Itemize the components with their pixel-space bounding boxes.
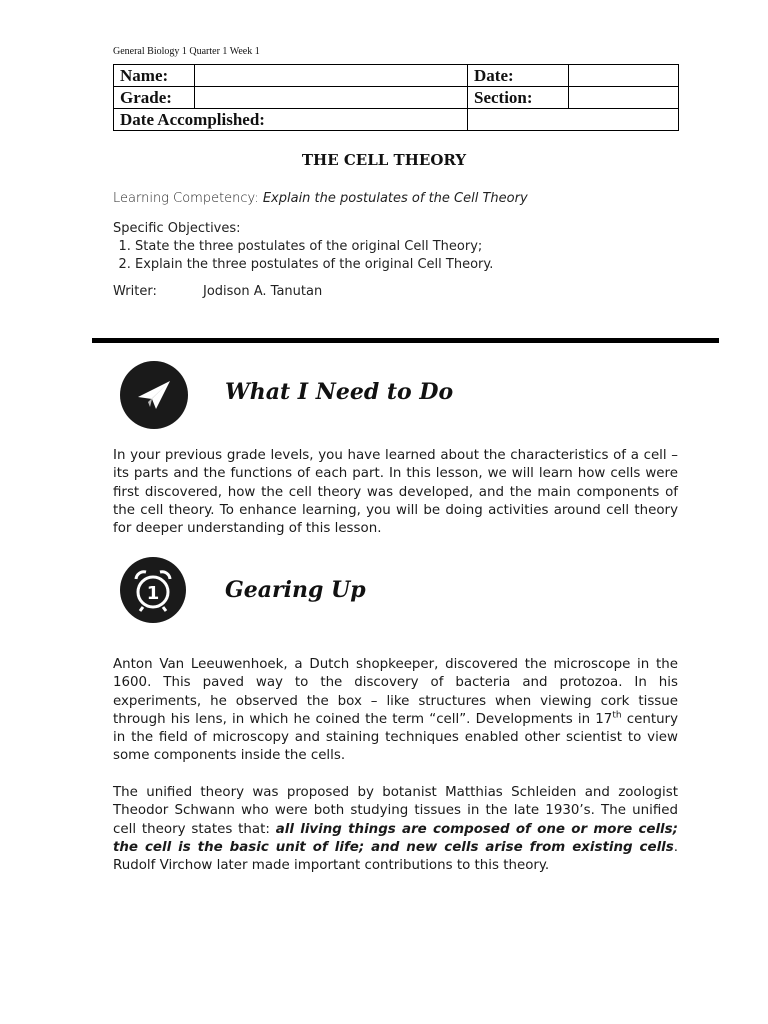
section-title-gearing: Gearing Up <box>225 577 366 603</box>
date-field[interactable] <box>569 65 679 87</box>
date-accomplished-label: Date Accomplished: <box>114 109 468 131</box>
gearing-p1-text-cont: century in the field of microscopy and staining techniques enabled other scientist to view some components inside the cells. <box>113 711 678 764</box>
competency-label: Learning Competency: <box>113 191 259 206</box>
gearing-p2-text: The unified theory was proposed by botanist Matthias Schleiden and zoologist Theodor Schwann who were both studying tissues in the late 1930’s. The unified cell theory states that: <box>113 785 678 837</box>
gearing-paragraph-2 <box>113 784 678 875</box>
section-title-need: What I Need to Do <box>225 379 454 405</box>
student-info-table <box>113 64 679 131</box>
course-header: General Biology 1 Quarter 1 Week 1 <box>113 46 260 57</box>
section-label: Section: <box>468 87 569 109</box>
clock-number: 1 <box>146 583 160 604</box>
objective-item: 2. Explain the three postulates of the original Cell Theory. <box>135 256 493 274</box>
objective-item: 1. State the three postulates of the original Cell Theory; <box>135 238 493 256</box>
section-field[interactable] <box>569 87 679 109</box>
name-label: Name: <box>114 65 195 87</box>
writer-label: Writer: <box>113 284 157 299</box>
writer-name: Jodison A. Tanutan <box>203 284 323 299</box>
grade-label: Grade: <box>114 87 195 109</box>
learning-competency <box>113 191 528 206</box>
writer-line <box>113 284 323 299</box>
gearing-p2-text-end: . Rudolf Virchow later made important contributions to this theory. <box>113 839 678 874</box>
gearing-paragraph-1 <box>113 656 678 766</box>
specific-objectives <box>113 220 493 274</box>
competency-text: Explain the postulates of the Cell Theory <box>262 191 528 206</box>
alarm-clock-icon <box>120 557 186 623</box>
superscript-th: th <box>612 710 622 721</box>
date-accomplished-field[interactable] <box>468 109 679 131</box>
cell-theory-postulates: all living things are composed of one or more cells; the cell is the basic unit of life; and new cells arise from existing cells <box>113 821 678 855</box>
gearing-p1-text: Anton Van Leeuwenhoek, a Dutch shopkeeper, discovered the microscope in the 1600. This paved way to the discovery of bacteria and protozoa. In his experiments, he observed the box – like structures when viewing cork tissue through his lens, in which he coined the term “cell”. Developments in 17 <box>113 657 678 727</box>
divider <box>92 338 719 343</box>
date-label: Date: <box>468 65 569 87</box>
grade-field[interactable] <box>195 87 468 109</box>
paper-plane-icon <box>120 361 188 429</box>
objectives-label: Specific Objectives: <box>113 221 241 236</box>
name-field[interactable] <box>195 65 468 87</box>
need-paragraph: In your previous grade levels, you have learned about the characteristics of a cell – its parts and the functions of each part. In this lesson, we will learn how cells were first discovered, how the cell theory was developed, and the main components of the cell theory. To enhance learning, you will be doing activities around cell theory for deeper understanding of this lesson. <box>113 448 678 537</box>
page-title: THE CELL THEORY <box>301 151 467 169</box>
